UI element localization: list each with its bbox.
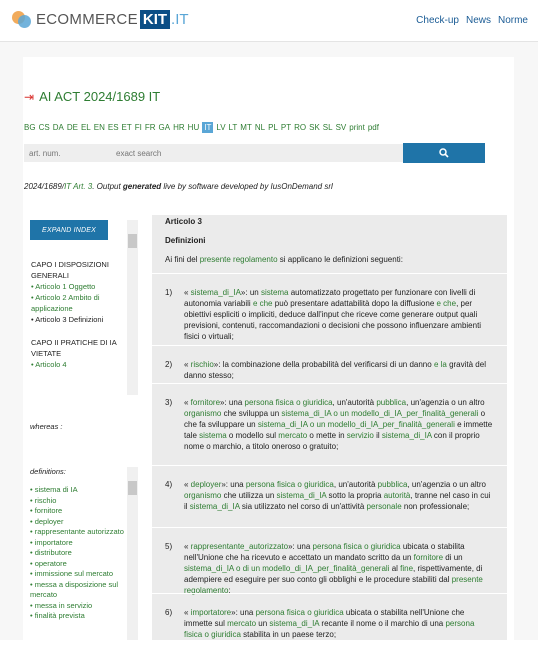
definition-link[interactable]: • finalità prevista: [30, 611, 85, 620]
language-bar: [24, 122, 379, 133]
toc-article-link[interactable]: • Articolo 1 Oggetto: [31, 282, 96, 291]
search-bar: [24, 144, 485, 162]
definition-paragraph: [152, 383, 507, 465]
logo-word-kit: KIT: [140, 10, 170, 29]
crumb-doc: 2024/1689: [24, 182, 62, 191]
language-link-cs[interactable]: CS: [38, 123, 50, 132]
paragraph-text: « deployer»: una persona fisica o giuridica, un'autorità pubblica, un'agenzia o un altro organismo che utilizza un sistema_di_IA sotto la propria autorità, tranne nel caso in cui il sistema_di_IA sia utilizzato nel corso di un'attività personale non professionale;: [184, 480, 491, 511]
term-link[interactable]: mercato: [227, 619, 257, 628]
term-link[interactable]: sistema_di_IA o di un modello_di_IA_per_finalità_generali: [184, 564, 390, 573]
term-link[interactable]: presente regolamento: [199, 255, 278, 264]
language-link-ro[interactable]: RO: [294, 123, 307, 132]
document-breadcrumb: 2024/1689/IT Art. 3. Output generated live by software developed by IusOnDemand srl: [24, 182, 333, 191]
page-title-text: AI ACT 2024/1689 IT: [39, 89, 161, 104]
paragraph-number: 6): [165, 608, 173, 617]
language-link-print[interactable]: print: [349, 123, 365, 132]
definition-link[interactable]: • rischio: [30, 495, 57, 505]
language-link-fr[interactable]: FR: [144, 123, 156, 132]
definition-link[interactable]: • sistema di IA: [30, 485, 78, 494]
logo-word-ecommerce: ECOMMERCE: [36, 10, 138, 28]
term-link[interactable]: organismo: [184, 409, 222, 418]
paragraph-text: « rischio»: la combinazione della probabilità del verificarsi di un danno e la gravità del danno stesso;: [184, 360, 486, 380]
definitions-scroll-thumb[interactable]: [128, 481, 137, 495]
term-link[interactable]: e che: [436, 299, 457, 308]
language-link-lv[interactable]: LV: [216, 123, 226, 132]
definition-link[interactable]: • deployer: [30, 516, 64, 526]
definition-paragraph: [152, 593, 507, 653]
term-link[interactable]: pubblica: [377, 480, 408, 489]
language-link-en[interactable]: EN: [93, 123, 105, 132]
language-link-fi[interactable]: FI: [134, 123, 142, 132]
definition-link[interactable]: • messa a disposizione sul mercato: [30, 579, 119, 599]
term-link[interactable]: fornitore: [413, 553, 444, 562]
search-icon: [439, 148, 449, 158]
crumb-bold: generated: [122, 182, 162, 191]
definition-link[interactable]: • immissione sul mercato: [30, 569, 114, 578]
definition-link[interactable]: • operatore: [30, 558, 67, 568]
term-link[interactable]: sistema_di_IA o un modello_di_IA_per_finalità_generali: [257, 420, 455, 429]
language-link-hu[interactable]: HU: [187, 123, 200, 132]
language-link-sk[interactable]: SK: [309, 123, 320, 132]
term-link[interactable]: fornitore: [190, 398, 221, 407]
language-link-de[interactable]: DE: [66, 123, 78, 132]
definition-paragraph: [152, 465, 507, 527]
definitions-scrollbar[interactable]: [127, 467, 138, 640]
paragraph-number: 1): [165, 288, 173, 297]
language-link-nl[interactable]: NL: [254, 123, 266, 132]
term-link[interactable]: persona fisica o giuridica: [255, 608, 344, 617]
term-link[interactable]: persona fisica o giuridica: [245, 480, 334, 489]
term-link[interactable]: servizio: [346, 431, 374, 440]
term-link[interactable]: pubblica: [376, 398, 407, 407]
definition-link[interactable]: • fornitore: [30, 506, 63, 515]
term-link[interactable]: sistema_di_IA o un modello_di_IA_per_finalità_generali: [281, 409, 479, 418]
term-link[interactable]: importatore: [190, 608, 232, 617]
language-link-da[interactable]: DA: [52, 123, 64, 132]
page-title: [24, 89, 160, 104]
crumb-article-link[interactable]: Art. 3: [73, 182, 93, 191]
language-link-lt[interactable]: LT: [228, 123, 238, 132]
language-link-sv[interactable]: SV: [335, 123, 347, 132]
term-link[interactable]: persona fisica o giuridica: [184, 619, 475, 639]
logo-mark-icon: [12, 9, 32, 29]
paragraph-text: « fornitore»: una persona fisica o giuridica, un'autorità pubblica, un'agenzia o un altro organismo che sviluppa un sistema_di_IA o un modello_di_IA_per_finalità_generali o che fa sviluppare un sistema_di_IA o un modello_di_IA_per_finalità_generali e immette tale sistema o modello sul mercato o mette in servizio il sistema_di_IA con il proprio nome o marchio, a titolo oneroso o gratuito;: [184, 398, 493, 451]
paragraph-number: 5): [165, 542, 173, 551]
paragraph-number: 3): [165, 398, 173, 407]
nav-norme-link[interactable]: Norme: [497, 15, 528, 26]
term-link[interactable]: e la: [433, 360, 447, 369]
toc-chapter[interactable]: CAPO I DISPOSIZIONI GENERALI: [31, 260, 109, 280]
article-content: [152, 215, 507, 640]
term-link[interactable]: deployer: [190, 480, 222, 489]
language-link-hr[interactable]: HR: [173, 123, 185, 132]
definition-paragraph: [152, 345, 507, 383]
term-link[interactable]: rischio: [190, 360, 214, 369]
definition-link[interactable]: • importatore: [30, 537, 73, 547]
term-link[interactable]: persona fisica o giuridica: [312, 542, 401, 551]
term-link[interactable]: organismo: [184, 491, 222, 500]
whereas-label: whereas :: [30, 422, 63, 431]
article-intro: Ai fini del presente regolamento si applicano le definizioni seguenti:: [165, 255, 403, 264]
toc-article-link[interactable]: • Articolo 4: [31, 360, 67, 369]
term-link[interactable]: sistema_di_IA: [269, 619, 320, 628]
language-link-es[interactable]: ES: [107, 123, 119, 132]
term-link[interactable]: sistema: [199, 431, 227, 440]
expand-index-button[interactable]: EXPAND INDEX: [30, 220, 108, 240]
page-background-left: [0, 57, 23, 640]
definition-paragraph: [152, 273, 507, 345]
language-link-mt[interactable]: MT: [240, 123, 252, 132]
page-background-right: [514, 57, 538, 640]
term-link[interactable]: persona fisica o giuridica: [244, 398, 333, 407]
toc-scroll-thumb[interactable]: [128, 234, 137, 248]
article-subtitle: Definizioni: [165, 236, 206, 245]
language-link-el[interactable]: EL: [80, 123, 91, 132]
definition-paragraph: [152, 527, 507, 593]
term-link[interactable]: e che: [252, 299, 273, 308]
crumb-lang-link[interactable]: IT: [64, 182, 72, 191]
language-link-sl[interactable]: SL: [322, 123, 333, 132]
term-link[interactable]: autorità: [383, 491, 411, 500]
search-button[interactable]: [403, 143, 485, 163]
language-link-it[interactable]: IT: [204, 123, 212, 132]
article-number-input[interactable]: [24, 144, 110, 162]
term-link[interactable]: sistema_di_IA: [381, 431, 432, 440]
language-link-ga[interactable]: GA: [158, 123, 171, 132]
term-link[interactable]: fine: [400, 564, 414, 573]
table-of-contents: [31, 255, 131, 370]
top-header: [0, 0, 538, 42]
language-link-et[interactable]: ET: [121, 123, 132, 132]
language-link-pdf[interactable]: pdf: [367, 123, 379, 132]
term-link[interactable]: personale: [366, 502, 402, 511]
crumb-pre: . Output: [92, 182, 123, 191]
article-heading: Articolo 3: [165, 217, 202, 226]
top-nav: [416, 15, 528, 26]
language-link-pt[interactable]: PT: [280, 123, 292, 132]
paragraph-text: « rappresentante_autorizzato»: una persona fisica o giuridica ubicata o stabilita nell'Unione che ha ricevuto e accettato un mandato scritto da un fornitore di un sistema_di_IA o di un modello_di_IA_per_finalità_generali al fine, rispettivamente, di adempiere ed eseguire per suo conto gli obblighi e le procedure stabiliti dal presente regolamento;: [184, 542, 483, 595]
site-logo[interactable]: [12, 9, 189, 29]
crumb-post: live by software developed by IusOnDemand srl: [161, 182, 333, 191]
language-link-pl[interactable]: PL: [268, 123, 278, 132]
definition-link[interactable]: • distributore: [30, 548, 72, 557]
term-link[interactable]: sistema_di_IA: [189, 502, 240, 511]
term-link[interactable]: presente regolamento: [184, 575, 483, 595]
nav-news-link[interactable]: News: [465, 15, 491, 26]
language-link-bg[interactable]: BG: [24, 123, 36, 132]
definitions-list: [30, 485, 126, 622]
toc-article-link[interactable]: • Articolo 2 Ambito di applicazione: [31, 293, 100, 313]
definitions-label: definitions:: [30, 467, 66, 476]
logo-word-it: .IT: [171, 10, 189, 28]
sidebar: [24, 215, 139, 640]
toc-article-link[interactable]: • Articolo 3 Definizioni: [31, 315, 104, 324]
arrow-right-icon: ⇥: [24, 89, 35, 104]
toc-chapter[interactable]: CAPO II PRATICHE DI IA VIETATE: [31, 338, 117, 358]
term-link[interactable]: rappresentante_autorizzato: [190, 542, 289, 551]
term-link[interactable]: sistema_di_IA: [190, 288, 241, 297]
paragraph-text: « importatore»: una persona fisica o giuridica ubicata o stabilita nell'Unione che immette sul mercato un sistema_di_IA recante il nome o il marchio di una persona fisica o giuridica stabilita in un paese terzo;: [184, 608, 475, 639]
definition-link[interactable]: • rappresentante autorizzato: [30, 527, 124, 536]
page-background-top: [0, 42, 538, 57]
term-link[interactable]: sistema_di_IA: [276, 491, 327, 500]
paragraph-number: 2): [165, 360, 173, 369]
term-link[interactable]: sistema: [260, 288, 289, 297]
term-link[interactable]: mercato: [278, 431, 308, 440]
exact-search-input[interactable]: [110, 144, 403, 162]
nav-checkup-link[interactable]: Check-up: [416, 15, 459, 26]
definition-link[interactable]: • messa in servizio: [30, 600, 93, 610]
paragraph-text: « sistema_di_IA»: un sistema automatizzato progettato per funzionare con livelli di autonomia variabili e che può presentare adattabilità dopo la diffusione e che, per obiettivi espliciti o impliciti, deduce dall'input che riceve come generare output quali previsioni, contenuti, raccomandazioni o decisioni che possono influenzare ambienti fisici o virtuali;: [184, 288, 482, 341]
paragraph-number: 4): [165, 480, 173, 489]
